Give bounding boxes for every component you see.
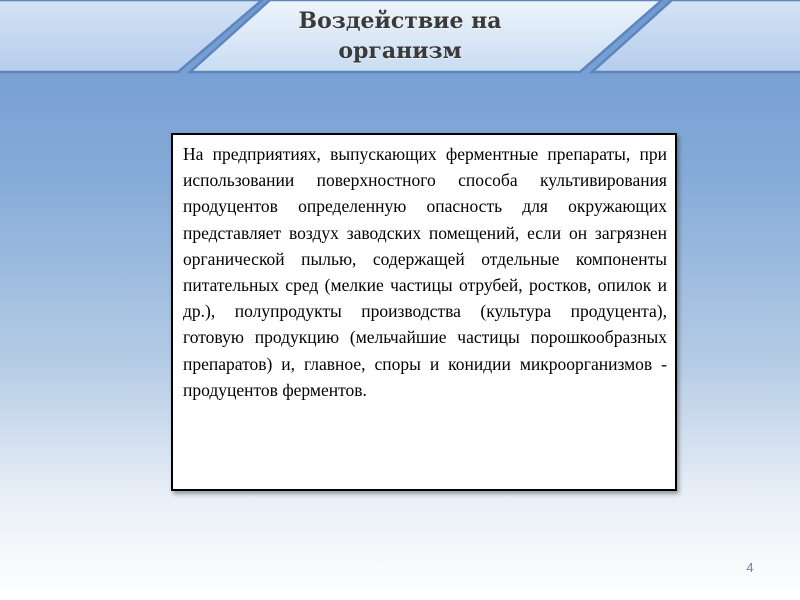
page-number: 4 <box>746 560 754 575</box>
content-text-box <box>171 133 677 491</box>
slide-title-line-2: организм <box>338 38 462 64</box>
slide-title <box>200 6 600 66</box>
slide-title-line-1: Воздействие на <box>298 8 502 34</box>
body-paragraph: На предприятиях, выпускающих ферментные препараты, при использовании поверхностного способа культивирования продуцентов определенную опасность для окружающих представляет воздух заводских помещений, если он загрязнен органической пылью, содержащей отдельные компоненты питательных сред (мелкие частицы отрубей, ростков, опилок и др.), полупродукты производства (культура продуцента), готовую продукцию (мельчайшие частицы порошкообразных препаратов) и, главное, споры и конидии микроорганизмов - продуцентов ферментов. <box>183 144 667 400</box>
